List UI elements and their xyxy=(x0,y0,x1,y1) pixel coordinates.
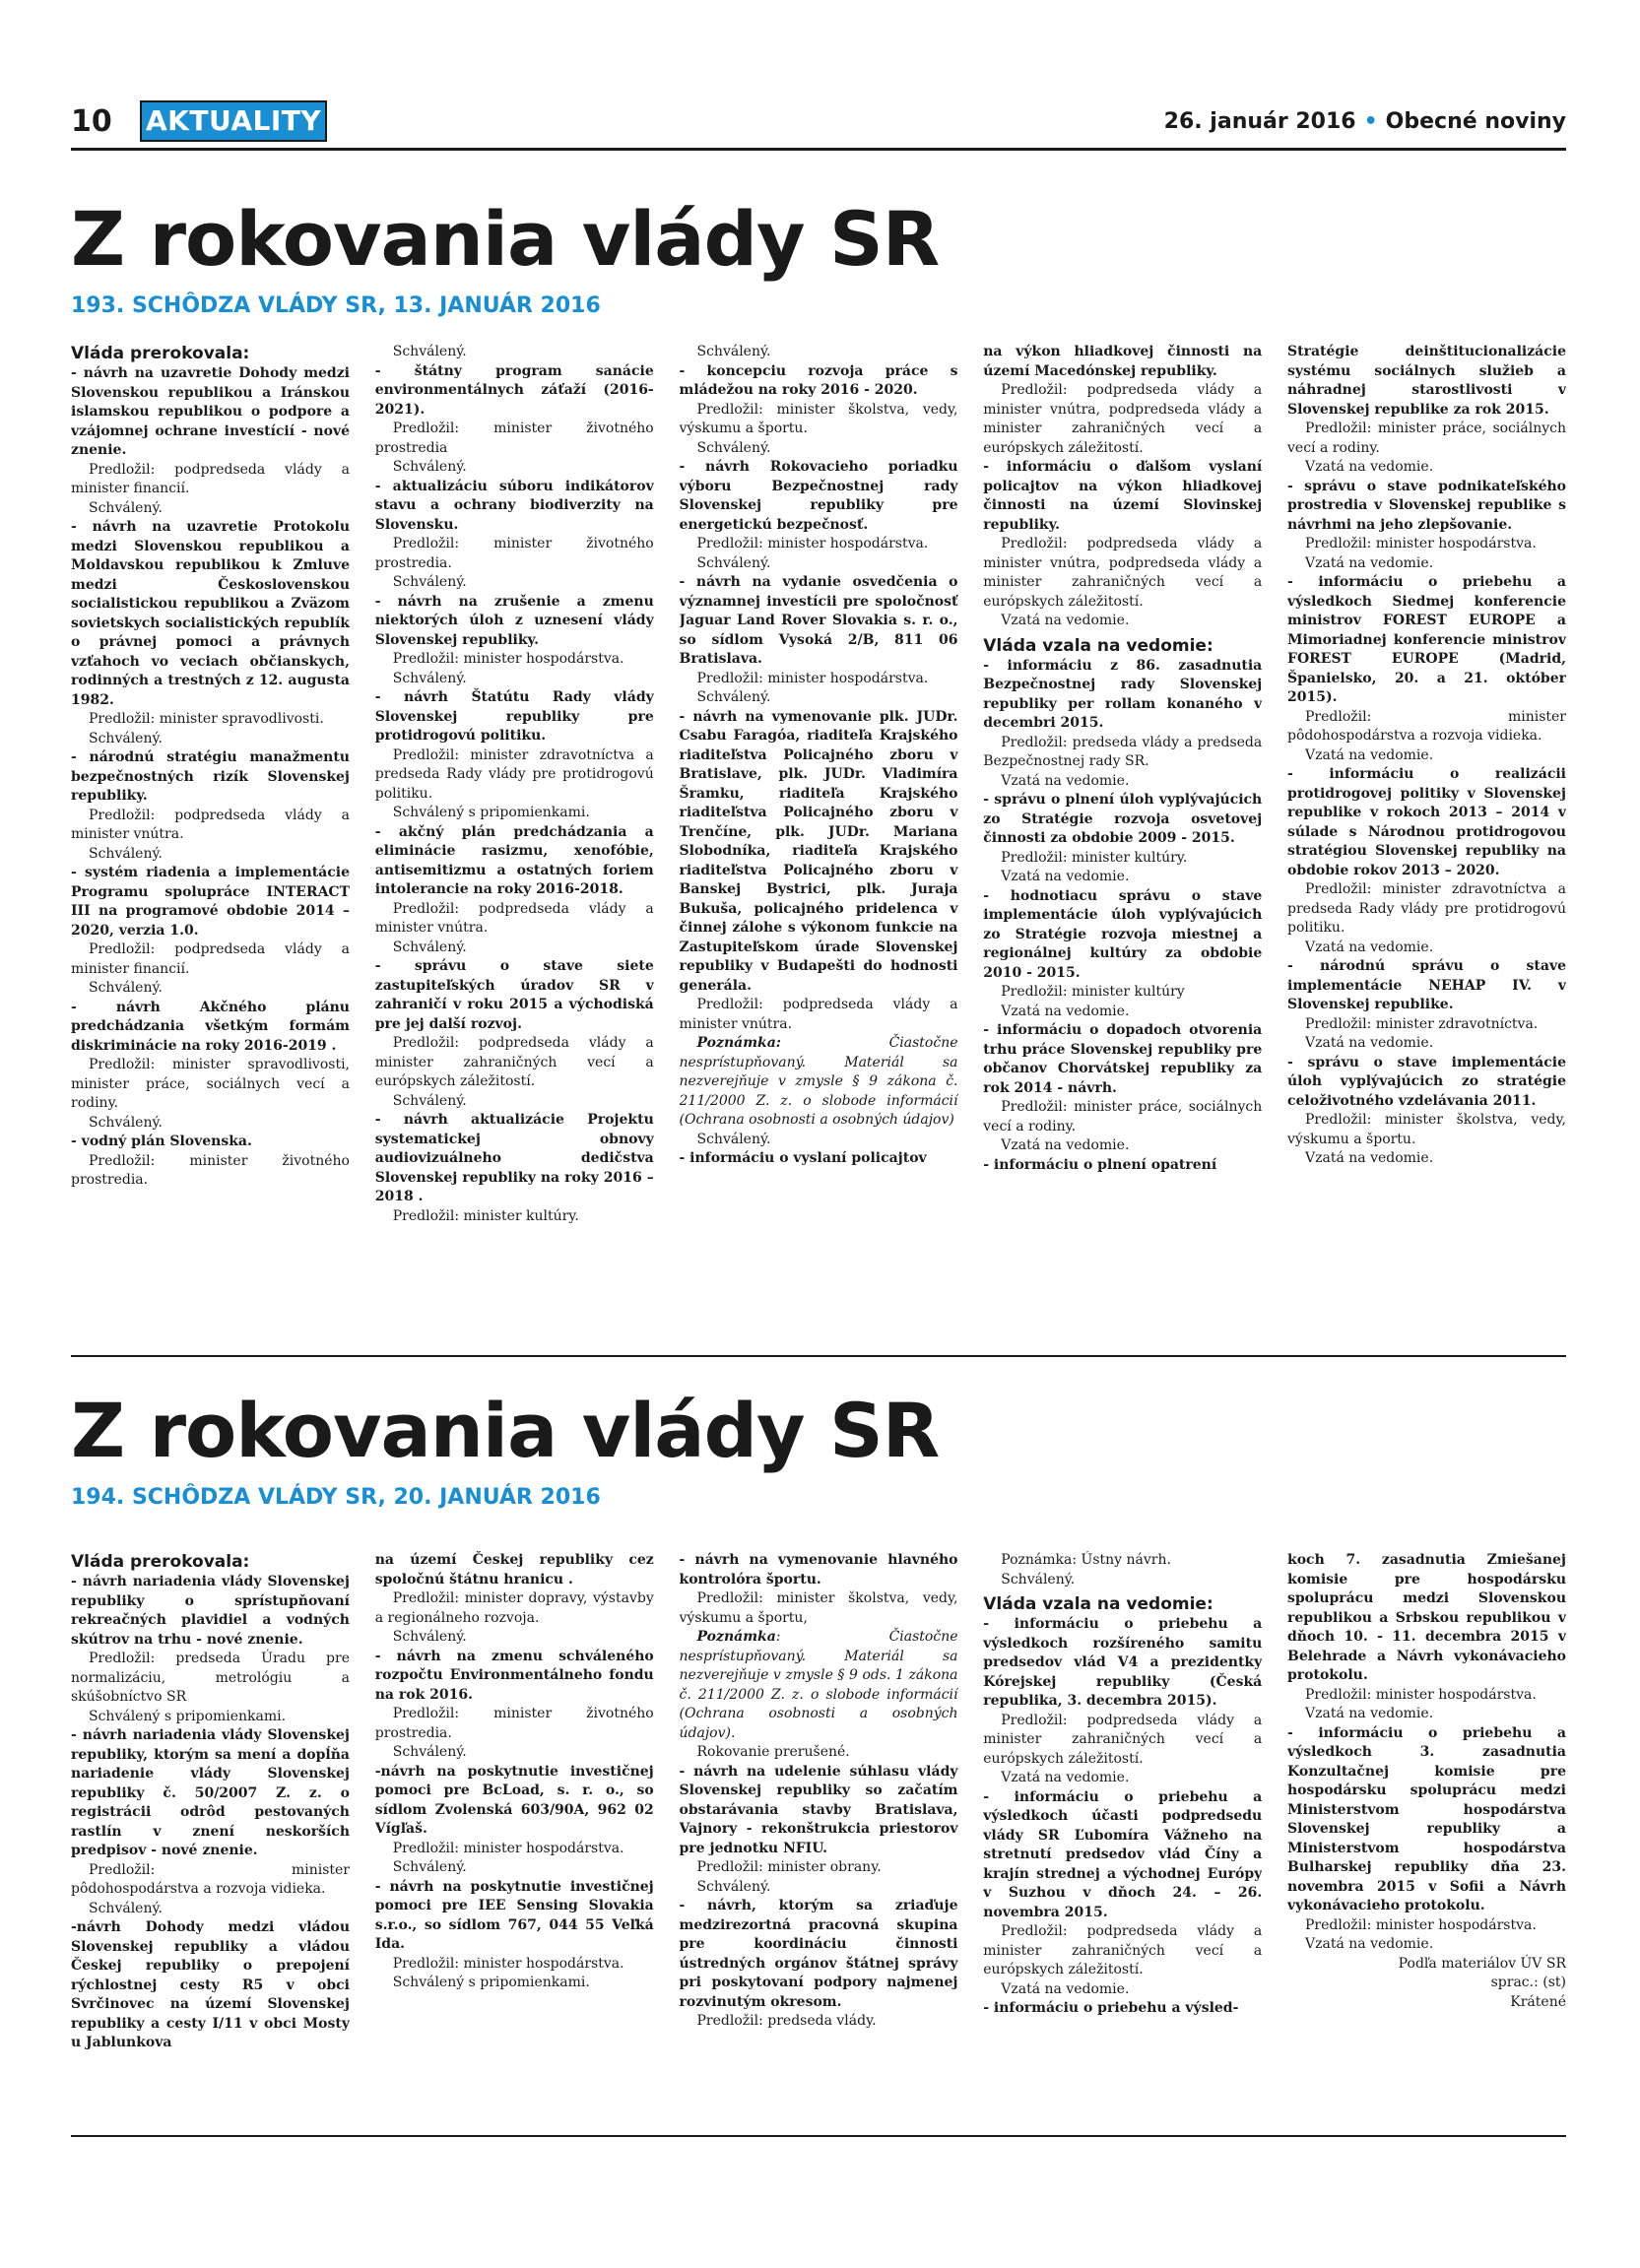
detail-line: Schválený. xyxy=(89,1114,163,1131)
agenda-item: koch 7. zasadnutia Zmiešanej komisie pre hospodársku spoluprácu medzi Slovenskou republikou a Srbskou republikou v dňoch 10. - 11. decembra 2015 v Belehrade a Návrh vykonávacieho protokolu. xyxy=(1287,1552,1566,1683)
agenda-item: - návrh nariadenia vlády Slovenskej republiky, ktorým sa mení a dopĺňa nariadenie vlády Slovenskej republiky č. 50/2007 Z. z. o registrácii odrôd pestovaných rastlín v znení neskorších predpisov - nové znenie. xyxy=(71,1727,350,1858)
text-column xyxy=(680,343,958,1328)
detail-line: Predložil: minister obrany. xyxy=(696,1859,882,1875)
detail-line: Schválený. xyxy=(392,1092,467,1109)
detail-line: Predložil: minister kultúry xyxy=(1001,984,1185,1000)
agenda-item: - koncepciu rozvoja práce s mládežou na roky 2016 - 2020. xyxy=(679,362,958,398)
detail-line: Predložil: minister zdravotníctva. xyxy=(1305,1015,1539,1032)
detail-line: Schválený. xyxy=(392,459,467,475)
detail-line: Schválený. xyxy=(392,574,467,590)
agenda-item: - informáciu o ďalšom vyslaní policajtov na výkon hliadkovej činnosti na území Slovinskej republiky. xyxy=(983,459,1263,533)
agenda-item: na výkon hliadkovej činnosti na území Macedónskej republiky. xyxy=(983,344,1263,379)
detail-line: Predložil: minister spravodlivosti. xyxy=(89,711,324,727)
page-number: 10 xyxy=(71,104,112,139)
section-heading: Vláda vzala na vedomie: xyxy=(983,1594,1214,1614)
agenda-item: - návrh na uzavretie Protokolu medzi Slovenskou republikou a Moldavskou republikou k Zmluve medzi Československou socialistickou republikou a Zväzom sovietskych socialistických republík o právnej pomoci a právnych vzťahoch vo veciach občianskych, rodinných a trestných z 12. augusta 1982. xyxy=(71,519,350,708)
detail-line: Schválený. xyxy=(392,670,467,686)
detail-line: Schválený. xyxy=(89,845,163,862)
agenda-item: - návrh na poskytnutie investičnej pomoci pre IEE Sensing Slovakia s.r.o., so sídlom 767, 044 55 Veľká Ida. xyxy=(374,1878,654,1952)
detail-line: Vzatá na vedomie. xyxy=(1305,1706,1434,1721)
detail-line: Schválený. xyxy=(89,730,163,746)
text-column xyxy=(680,1551,958,2122)
agenda-item: - návrh na uzavretie Dohody medzi Slovenskou republikou a Iránskou islamskou republikou o podpore a vzájomnej ochrane investícií - nové znenie. xyxy=(71,365,350,458)
detail-line: Predložil: podpredseda vlády a minister zahraničných vecí a európskych záležitostí. xyxy=(374,1035,654,1089)
agenda-item: - návrh nariadenia vlády Slovenskej republiky o sprístupňovaní rekreačných plavidiel a vodných skútrov na trhu - nové znenie. xyxy=(71,1574,350,1648)
detail-line: Vzatá na vedomie. xyxy=(1001,1980,1130,1997)
detail-line: Schválený. xyxy=(89,1900,163,1916)
detail-line: Predložil: minister životného prostredia. xyxy=(374,1706,654,1741)
separator-dot: • xyxy=(1363,109,1378,134)
agenda-item: - štátny program sanácie environmentálnych záťaží (2016-2021). xyxy=(374,362,654,418)
detail-line: Predložil: minister práce, sociálnych vecí a rodiny. xyxy=(983,1099,1263,1134)
publication-name: Obecné noviny xyxy=(1385,109,1566,134)
detail-line: Predložil: podpredseda vlády a minister vnútra, podpredseda vlády a minister zahraničných vecí a európskych záležitostí. xyxy=(983,382,1263,456)
agenda-item: - správu o plnení úloh vyplývajúcich zo Stratégie rozvoja osvetovej činnosti za obdobie 2009 - 2015. xyxy=(983,792,1263,846)
detail-line: Predložil: podpredseda vlády a minister vnútra. xyxy=(374,900,654,936)
text-column xyxy=(71,343,350,1328)
note-label: Poznámka xyxy=(696,1629,776,1645)
detail-line: Predložil: predseda vlády a predseda Bezpečnostnej rady SR. xyxy=(983,734,1263,769)
agenda-item: - informáciu o priebehu a výsledkoch 3. zasadnutia Konzultačnej komisie pre hospodársku spoluprácu medzi Ministerstvom hospodárstva Slovenskej republiky a Ministerstvom hospodárstva Bulharskej republiky dňa 23. novembra 2015 v Sofii a Návrh vykonávacieho protokolu. xyxy=(1287,1724,1566,1913)
detail-line: Vzatá na vedomie. xyxy=(1305,1936,1434,1952)
detail-line: Schválený. xyxy=(696,689,771,705)
detail-line: Vzatá na vedomie. xyxy=(1305,459,1434,475)
agenda-item: - národnú správu o stave implementácie NEHAP IV. v Slovenskej republike. xyxy=(1287,958,1566,1012)
detail-line: Predložil: minister spravodlivosti, minister práce, sociálnych vecí a rodiny. xyxy=(71,1057,350,1111)
detail-line: Predložil: minister životného prostredia. xyxy=(71,1152,350,1188)
text-column xyxy=(375,1551,654,2122)
article-subtitle: 194. SCHÔDZA VLÁDY SR, 20. JANUÁR 2016 xyxy=(71,1485,601,1510)
detail-line: Predložil: minister kultúry. xyxy=(1001,849,1188,866)
detail-line: Predložil: minister práce, sociálnych vecí a rodiny. xyxy=(1287,421,1566,456)
article-subtitle: 193. SCHÔDZA VLÁDY SR, 13. JANUÁR 2016 xyxy=(71,293,601,318)
detail-line: Predložil: minister zdravotníctva a predseda Rady vlády pre protidrogovú politiku. xyxy=(1287,881,1566,936)
text-column xyxy=(1287,343,1566,1328)
agenda-item: - návrh aktualizácie Projektu systematickej obnovy audiovizuálneho dedičstva Slovenskej republiky na roky 2016 – 2018 . xyxy=(374,1112,654,1204)
agenda-item: - informáciu o realizácii protidrogovej politiky v Slovenskej republike v rokoch 2013 – 2014 v súlade s Národnou protidrogovou stratégiou Slovenskej republiky na obdobie rokov 2013 – 2020. xyxy=(1287,766,1566,878)
agenda-item: - národnú stratégiu manažmentu bezpečnostných rizík Slovenskej republiky. xyxy=(71,749,350,804)
article-divider xyxy=(71,1355,1566,1357)
detail-line: Predložil: podpredseda vlády a minister vnútra. xyxy=(679,997,958,1032)
source-credit: sprac.: (st) xyxy=(1490,1975,1566,1990)
agenda-item: - návrh Štatútu Rady vlády Slovenskej republiky pre protidrogovú politiku. xyxy=(374,689,654,744)
section-heading: Vláda prerokovala: xyxy=(71,1552,250,1572)
detail-line: Predložil: podpredseda vlády a minister financií. xyxy=(71,461,350,496)
detail-line: Vzatá na vedomie. xyxy=(1001,1137,1130,1153)
detail-line: Predložil: podpredseda vlády a minister vnútra, podpredseda vlády a minister zahraničných vecí a európskych záležitostí. xyxy=(983,536,1263,610)
detail-line: Predložil: minister hospodárstva. xyxy=(696,670,929,686)
detail-line: Predložil: minister hospodárstva. xyxy=(1305,1686,1537,1703)
header-rule xyxy=(71,148,1566,151)
text-column xyxy=(983,1551,1262,2122)
detail-line: Predložil: minister hospodárstva. xyxy=(392,651,624,667)
detail-line: Schválený. xyxy=(696,1131,771,1147)
agenda-item: - informáciu o vyslaní policajtov xyxy=(679,1150,927,1166)
text-column xyxy=(375,343,654,1328)
agenda-item: - správu o stave implementácie úloh vyplývajúcich zo stratégie celoživotného vzdelávania 2011. xyxy=(1287,1054,1566,1109)
bottom-rule xyxy=(71,2135,1566,2137)
detail-line: Vzatá na vedomie. xyxy=(1001,772,1130,789)
agenda-item: - návrh na vydanie osvedčenia o významnej investícii pre spoločnosť Jaguar Land Rover Slovakia s. r. o., so sídlom Vysoká 2/B, 811 06 Bratislava. xyxy=(679,574,958,667)
note-paragraph xyxy=(680,1034,958,1131)
section-label: AKTUALITY xyxy=(140,100,327,142)
detail-line: Predložil: minister hospodárstva. xyxy=(392,1955,624,1972)
detail-line: Predložil: minister pôdohospodárstva a rozvoja vidieka. xyxy=(71,1861,350,1897)
detail-line: Vzatá na vedomie. xyxy=(1001,1003,1130,1019)
detail-line: Predložil: podpredseda vlády a minister zahraničných vecí a európskych záležitostí. xyxy=(983,1923,1263,1977)
detail-line: Schválený. xyxy=(392,939,467,955)
detail-line: Vzatá na vedomie. xyxy=(1305,1035,1434,1051)
agenda-item: - hodnotiacu správu o stave implementácie úloh vyplývajúcich zo Stratégie rozvoja miestnej a regionálnej kultúry za obdobie 2010 - 2015. xyxy=(983,887,1263,981)
issue-date: 26. január 2016 xyxy=(1163,109,1356,134)
detail-line: Schválený. xyxy=(392,344,467,359)
detail-line: Predložil: podpredseda vlády a minister vnútra. xyxy=(71,807,350,842)
detail-line: Predložil: podpredseda vlády a minister zahraničných vecí a európskych záležitostí. xyxy=(983,1712,1263,1767)
detail-line: Predložil: minister kultúry. xyxy=(392,1207,579,1224)
detail-line: Schválený. xyxy=(696,554,771,571)
text-column xyxy=(983,343,1262,1328)
page-header xyxy=(71,100,1566,144)
agenda-item: - informáciu z 86. zasadnutia Bezpečnostnej rady Slovenskej republiky per rollam konaného v decembri 2015. xyxy=(983,657,1263,731)
detail-line: Predložil: minister hospodárstva. xyxy=(1305,1916,1537,1933)
section-heading: Vláda vzala na vedomie: xyxy=(983,635,1214,656)
agenda-item: - návrh, ktorým sa zriaďuje medzirezortná pracovná skupina pre koordináciu činnosti ústredných orgánov štátnej správy pri poskytovaní podpory najmenej rozvinutým okresom. xyxy=(679,1898,958,2010)
detail-line: Vzatá na vedomie. xyxy=(1001,1770,1130,1785)
detail-line: Vzatá na vedomie. xyxy=(1305,554,1434,571)
detail-line: Predložil: minister životného prostredia xyxy=(374,421,654,456)
agenda-item: - správu o stave podnikateľského prostredia v Slovenskej republike s návrhmi na jeho zlepšovanie. xyxy=(1287,478,1566,533)
detail-line: Predložil: minister zdravotníctva a predseda Rady vlády pre protidrogovú politiku. xyxy=(374,746,654,802)
detail-line: Predložil: predseda Úradu pre normalizáciu, metrológiu a skúšobníctvo SR xyxy=(71,1651,350,1705)
detail-line: Predložil: minister školstva, vedy, výskumu a športu. xyxy=(679,401,958,436)
agenda-item: - informáciu o plnení opatrení xyxy=(983,1156,1217,1173)
agenda-item: Stratégie deinštitucionalizácie systému sociálnych služieb a náhradnej starostlivosti v Slovenskej republike za rok 2015. xyxy=(1287,344,1566,418)
agenda-item: - akčný plán predchádzania a eliminácie rasizmu, xenofóbie, antisemitizmu a ostatných foriem intolerancie na roky 2016-2018. xyxy=(374,823,654,897)
agenda-item: - vodný plán Slovenska. xyxy=(71,1134,252,1149)
detail-line: Predložil: minister hospodárstva. xyxy=(696,536,929,551)
detail-line: Predložil: minister dopravy, výstavby a regionálneho rozvoja. xyxy=(374,1590,654,1626)
agenda-item: - návrh Akčného plánu predchádzania všetkým formám diskriminácie na roky 2016-2019 . xyxy=(71,999,350,1054)
article-columns xyxy=(71,343,1566,1328)
text-column xyxy=(1287,1551,1566,2122)
detail-line: Schválený. xyxy=(1001,1571,1076,1588)
agenda-item: - návrh na vymenovanie plk. JUDr. Csabu Faragóa, riaditeľa Krajského riaditeľstva Policajného zboru v Bratislave, plk. JUDr. Vladimíra Šramku, riaditeľa Krajského riaditeľstva Policajného zboru v Trenčíne, plk. JUDr. Mariana Slobodníka, riaditeľa Krajského riaditeľstva Policajného zboru v Banskej Bystrici, plk. Juraja Bukuša, policajného pridelenca v činnej zálohe s výkonom funkcie na Zastupiteľskom úrade Slovenskej republiky v Budapešti do hodnosti generála. xyxy=(679,708,958,994)
article-title: Z rokovania vlády SR xyxy=(71,1387,940,1474)
agenda-item: - informáciu o dopadoch otvorenia trhu práce Slovenskej republiky pre občanov Chorvátskej republiky za rok 2014 - návrh. xyxy=(983,1022,1263,1096)
detail-line: Predložil: minister školstva, vedy, výskumu a športu, xyxy=(679,1590,958,1626)
detail-line: Predložil: predseda vlády. xyxy=(696,2013,877,2029)
detail-line: Vzatá na vedomie. xyxy=(1001,869,1130,884)
agenda-item: - návrh na udelenie súhlasu vlády Slovenskej republiky so začatím obstarávania stavby Bratislava, Vajnory - rekonštrukcia priestorov pre jednotku NFIU. xyxy=(679,1763,958,1856)
note-label: Poznámka: xyxy=(696,1035,781,1051)
detail-line: Schválený. xyxy=(392,1859,467,1875)
agenda-item: -návrh na poskytnutie investičnej pomoci pre BcLoad, s. r. o., so sídlom Zvolenská 603/90A, 962 02 Vígľaš. xyxy=(374,1763,654,1837)
agenda-item: - systém riadenia a implementácie Programu spolupráce INTERACT III na programové obdobie 2014 – 2020, verzia 1.0. xyxy=(71,865,350,939)
detail-line: Predložil: minister hospodárstva. xyxy=(392,1840,624,1856)
detail-line: Schválený s pripomienkami. xyxy=(392,805,590,820)
detail-line: Predložil: podpredseda vlády a minister financií. xyxy=(71,941,350,977)
detail-line: Vzatá na vedomie. xyxy=(1305,746,1434,763)
note-text: Čiastočne nesprístupňovaný. Materiál sa nezverejňuje v zmysle § 9 zákona č. 211/2000 Z. z. o slobode informácií (Ochrana osobnosti a osobných údajov) xyxy=(679,1035,958,1128)
detail-line: Vzatá na vedomie. xyxy=(1001,613,1130,628)
detail-line: Predložil: minister životného prostredia. xyxy=(374,536,654,571)
agenda-item: na území Českej republiky cez spoločnú štátnu hranicu . xyxy=(374,1552,654,1588)
agenda-item: - správu o stave siete zastupiteľských úradov SR v zahraničí v roku 2015 a východiská pre jej další rozvoj. xyxy=(374,958,654,1032)
agenda-item: - návrh na zrušenie a zmenu niektorých úloh z uznesení vlády Slovenskej republiky. xyxy=(374,593,654,648)
detail-line: Schválený. xyxy=(392,1629,467,1645)
source-credit: Krátené xyxy=(1510,1993,1566,2010)
article-title: Z rokovania vlády SR xyxy=(71,195,940,283)
source-credit: Podľa materiálov ÚV SR xyxy=(1398,1955,1566,1972)
detail-line: Schválený s pripomienkami. xyxy=(89,1708,287,1724)
note-paragraph xyxy=(680,1628,958,1743)
detail-line: Schválený. xyxy=(89,980,163,996)
detail-line: Schválený. xyxy=(696,439,771,456)
issue-info xyxy=(1164,100,1566,144)
detail-line: Vzatá na vedomie. xyxy=(1305,939,1434,955)
agenda-item: - informáciu o priebehu a výsledkoch rozšíreného samitu predsedov vlád V4 a prezidentky Kórejskej republiky (Česká republika, 3. decembra 2015). xyxy=(983,1616,1263,1709)
detail-line: Schválený. xyxy=(392,1744,467,1760)
agenda-item: -návrh Dohody medzi vládou Slovenskej republiky a vládou Českej republiky o prepojení rýchlostnej cesty R5 v obci Svrčinovec na území Slovenskej republiky a cesty I/11 v obci Mosty u Jablunkova xyxy=(71,1919,350,2050)
note-text: : Čiastočne nesprístupňovaný. Materiál sa nezverejňuje v zmysle § 9 ods. 1 zákona č. 211/2000 Z. z. o slobode informácií (Ochrana osobnosti a osobných údajov). xyxy=(679,1629,958,1741)
detail-line: Schválený s pripomienkami. xyxy=(392,1975,590,1990)
detail-line: Rokovanie prerušené. xyxy=(696,1744,850,1760)
agenda-item: - návrh na zmenu schváleného rozpočtu Environmentálneho fondu na rok 2016. xyxy=(374,1648,654,1703)
detail-line: Schválený. xyxy=(89,499,163,516)
detail-line: Schválený. xyxy=(696,344,771,359)
agenda-item: - informáciu o priebehu a výsledkoch účasti podpredsedu vlády SR Ľubomíra Vážneho na stretnutí predsedov vlád Číny a krajín strednej a východnej Európy v Suzhou v dňoch 24. – 26. novembra 2015. xyxy=(983,1788,1263,1920)
text-column xyxy=(71,1551,350,2122)
detail-line: Vzatá na vedomie. xyxy=(1305,1150,1434,1166)
agenda-item: - aktualizáciu súboru indikátorov stavu a ochrany biodiverzity na Slovensku. xyxy=(374,478,654,533)
detail-line: Schválený. xyxy=(696,1878,771,1895)
detail-line: Predložil: minister školstva, vedy, výskumu a športu. xyxy=(1287,1112,1566,1147)
detail-line: Poznámka: Ústny návrh. xyxy=(1001,1552,1171,1568)
detail-line: Predložil: minister pôdohospodárstva a rozvoja vidieka. xyxy=(1287,708,1566,744)
agenda-item: - návrh na vymenovanie hlavného kontrolóra športu. xyxy=(679,1552,958,1588)
agenda-item: - informáciu o priebehu a výsledkoch Siedmej konferencie ministrov FOREST EUROPE a Mimoriadnej konferencie ministrov FOREST EUROPE (Madrid, Španielsko, 20. a 21. október 2015). xyxy=(1287,574,1566,705)
detail-line: Predložil: minister hospodárstva. xyxy=(1305,536,1537,551)
article-columns xyxy=(71,1551,1566,2122)
agenda-item: - informáciu o priebehu a výsled- xyxy=(983,2000,1239,2016)
section-heading: Vláda prerokovala: xyxy=(71,344,250,363)
agenda-item: - návrh Rokovacieho poriadku výboru Bezpečnostnej rady Slovenskej republiky pre energetickú bezpečnosť. xyxy=(679,459,958,533)
